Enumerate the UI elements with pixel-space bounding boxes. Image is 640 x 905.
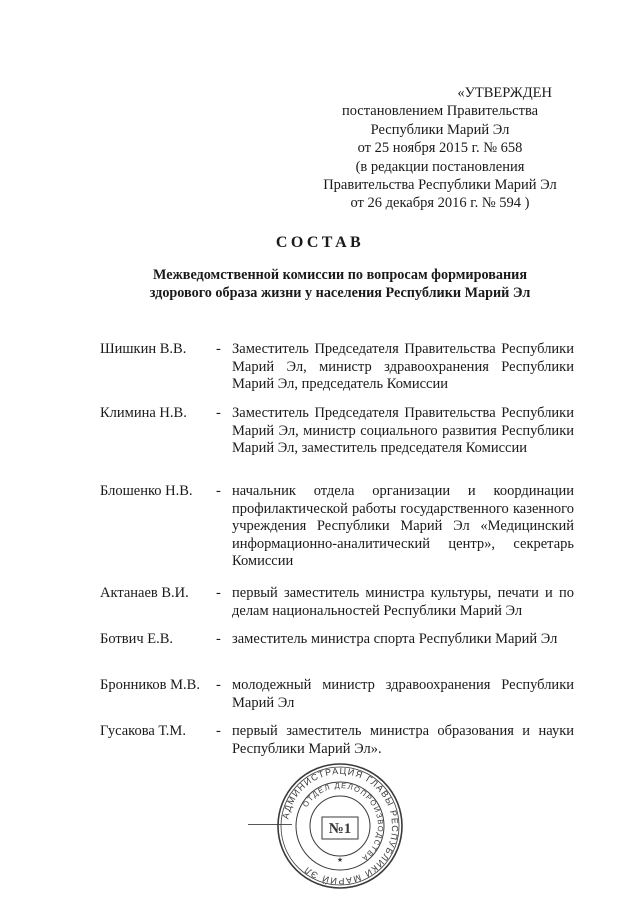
member-row: [100, 341, 574, 394]
member-name: Гусакова Т.М.: [100, 723, 186, 739]
member-name: Ботвич Е.В.: [100, 631, 174, 647]
approval-line: от 25 ноября 2015 г. № 658: [357, 140, 523, 157]
member-position: начальник отдела организации и координации профилактической работы государственного казенного учреждения Республики Марий Эл «Медицинский информационно-аналитический центр», секретарь Комиссии: [232, 483, 574, 570]
member-row: [100, 483, 574, 571]
member-row: [100, 405, 574, 458]
member-position: молодежный министр здравоохранения Республики Марий Эл: [232, 677, 574, 711]
seal-inner-textpath: ОТДЕЛ ДЕЛОПРОИЗВОДСТВА: [300, 780, 386, 864]
subtitle-line: Межведомственной комиссии по вопросам формирования: [153, 267, 527, 283]
member-position: первый заместитель министра культуры, печати и по делам национальностей Республики Марий Эл: [232, 585, 574, 619]
member-position: Заместитель Председателя Правительства Республики Марий Эл, министр здравоохранения Республики Марий Эл, председатель Комиссии: [232, 341, 574, 393]
approval-line: (в редакции постановления: [355, 158, 525, 175]
document-title: СОСТАВ: [275, 234, 365, 251]
member-dash: -: [216, 405, 221, 421]
member-name: Актанаев В.И.: [100, 585, 189, 601]
member-name: Климина Н.В.: [100, 405, 187, 421]
member-position: первый заместитель министра образования и науки Республики Марий Эл».: [232, 723, 574, 757]
members-list: [100, 341, 574, 757]
approval-line: Правительства Республики Марий Эл: [323, 177, 557, 194]
member-dash: -: [216, 483, 221, 499]
member-dash: -: [216, 341, 221, 357]
subtitle-line: здорового образа жизни у населения Республики Марий Эл: [149, 285, 531, 302]
member-row: [100, 677, 574, 712]
member-row: [100, 723, 574, 758]
approval-line: «УТВЕРЖДЕН: [457, 85, 552, 101]
member-position: Заместитель Председателя Правительства Республики Марий Эл, министр социального развития Республики Марий Эл, заместитель председателя Комиссии: [232, 405, 574, 457]
approval-line: от 26 декабря 2016 г. № 594 ): [350, 195, 530, 212]
member-row: [100, 631, 574, 649]
member-row: [100, 585, 574, 620]
member-name: Шишкин В.В.: [100, 341, 187, 357]
seal-number: №1: [328, 821, 352, 837]
approval-block: [300, 84, 580, 213]
member-position: заместитель министра спорта Республики Марий Эл: [232, 631, 558, 647]
member-name: Блошенко Н.В.: [100, 483, 193, 499]
member-name: Бронников М.В.: [100, 677, 200, 693]
seal-outer-textpath: АДМИНИСТРАЦИЯ ГЛАВЫ РЕСПУБЛИКИ МАРИЙ ЭЛ: [280, 765, 401, 887]
member-dash: -: [216, 585, 221, 601]
seal-star-icon: ★: [336, 856, 344, 864]
member-dash: -: [216, 677, 221, 693]
document-subtitle: [110, 266, 570, 303]
approval-line: постановлением Правительства: [341, 103, 539, 120]
approval-line: Республики Марий Эл: [370, 121, 510, 138]
member-dash: -: [216, 723, 221, 739]
member-dash: -: [216, 631, 221, 647]
seal-stamp: [276, 762, 404, 890]
